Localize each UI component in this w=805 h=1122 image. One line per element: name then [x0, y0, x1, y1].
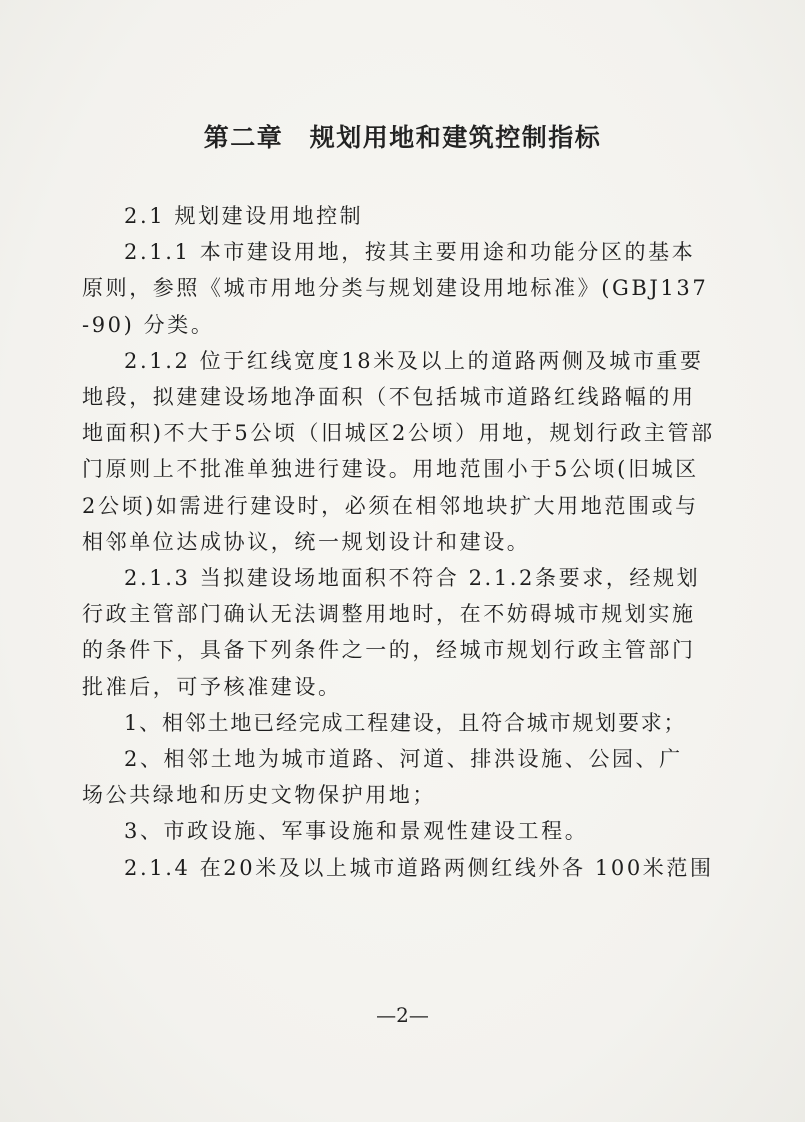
list-item-3: 3、市政设施、军事设施和景观性建设工程。	[124, 819, 589, 844]
document-body	[82, 198, 718, 886]
list-item-1: 1、相邻土地已经完成工程建设，且符合城市规划要求；	[124, 710, 687, 735]
paragraph-2-1-3: 2.1.3 当拟建设场地面积不符合 2.1.2条要求，经规划 行政主管部门确认无法调整用地时，在不妨碍城市规划实施 的条件下，具备下列条件之一的，经城市规划行政主管部门 批准后，可予核准建设。	[82, 566, 701, 699]
paragraph-2-1-2: 2.1.2 位于红线宽度18米及以上的道路两侧及城市重要 地段，拟建建设场地净面积（不包括城市道路红线路幅的用 地面积)不大于5公顷（旧城区2公顷）用地，规划行政主管部 门原则上不批准单独进行建设。用地范围小于5公顷(旧城区 2公顷)如需进行建设时，必须在相邻地块扩大用地范围或与 相邻单位达成协议，统一规划设计和建设。	[82, 348, 715, 554]
chapter-title: 第二章 规划用地和建筑控制指标	[203, 123, 602, 152]
paragraph-2-1-1: 2.1.1 本市建设用地，按其主要用途和功能分区的基本 原则，参照《城市用地分类与规划建设用地标准》(GBJ137 -90) 分类。	[82, 240, 709, 337]
page-number: —2—	[376, 1003, 429, 1027]
list-item-2: 2、相邻土地为城市道路、河道、排洪设施、公园、广 场公共绿地和历史文物保护用地；	[82, 747, 683, 808]
paragraph-2-1-4: 2.1.4 在20米及以上城市道路两侧红线外各 100米范围	[124, 855, 714, 880]
section-heading-2-1: 2.1 规划建设用地控制	[124, 204, 364, 228]
